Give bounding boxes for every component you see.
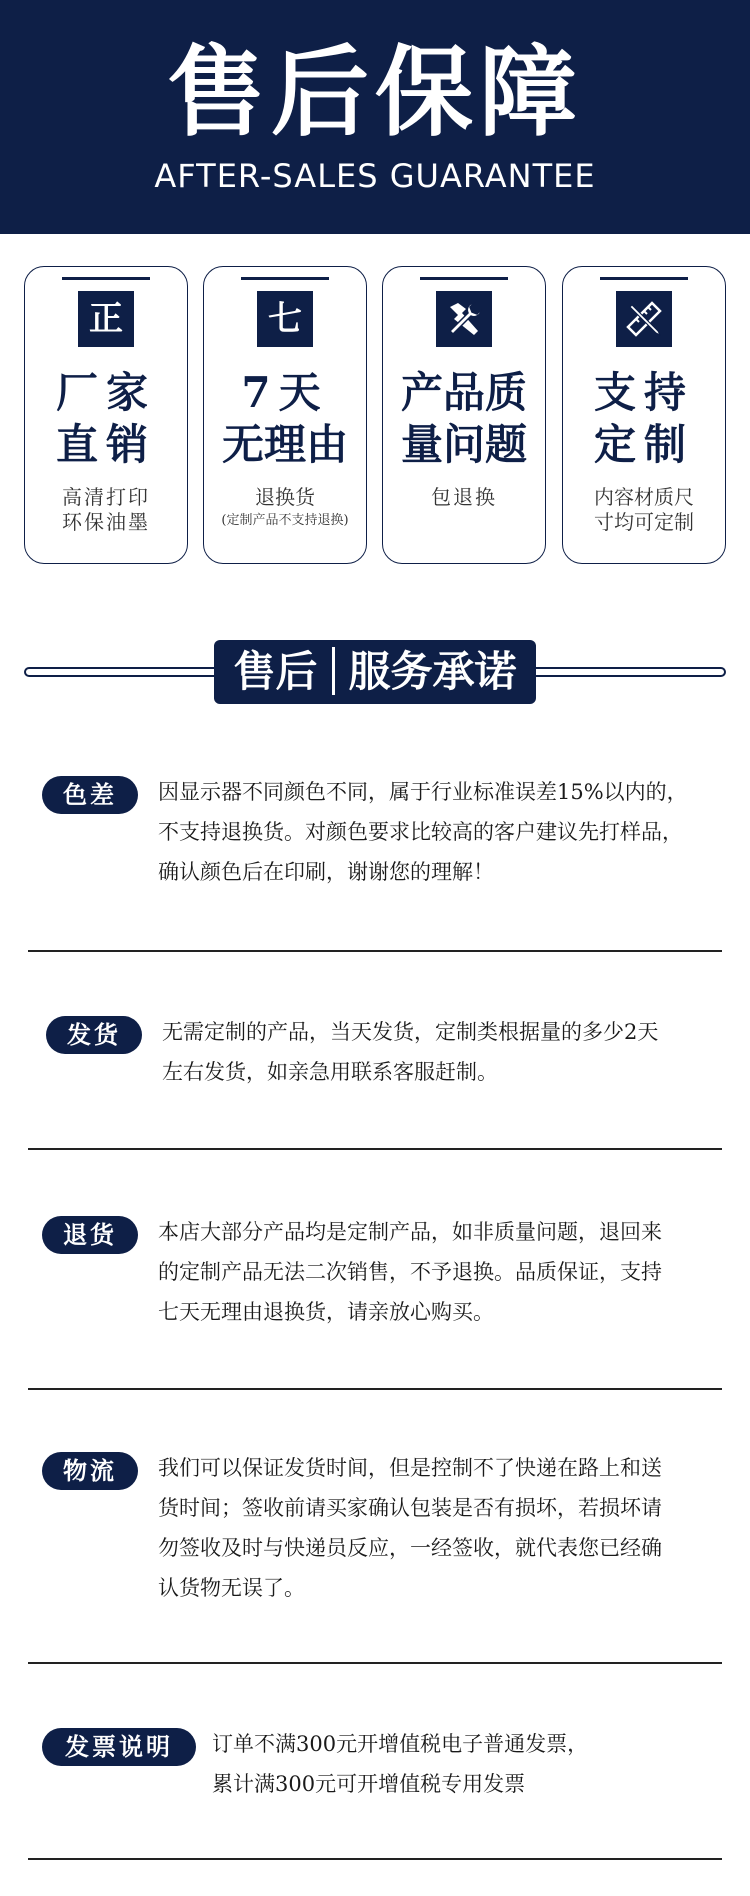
policy-text-line: 累计满300元可开增值税专用发票 (212, 1772, 526, 1796)
section-title-box (214, 640, 536, 704)
card-top-bar (420, 277, 508, 280)
card-heading (204, 367, 366, 471)
card-description (204, 485, 366, 532)
policy-label: 退货 (42, 1216, 138, 1254)
policy-text-line: 订单不满300元开增值税电子普通发票， (212, 1732, 589, 1756)
card-heading (383, 367, 545, 471)
zheng-character-icon: 正 (78, 291, 134, 347)
policy-text-line: 勿签收及时与快递员反应，一经签收，就代表您已经确 (158, 1536, 662, 1560)
card-description (383, 485, 545, 510)
card-top-bar (241, 277, 329, 280)
card-heading-line: 7天 (241, 368, 329, 417)
card-heading-line: 支持 (593, 368, 694, 417)
divider (28, 1662, 722, 1664)
card-description-line: 环保油墨 (62, 510, 150, 534)
card-note: (定制产品不支持退换) (221, 513, 349, 528)
divider (28, 1858, 722, 1860)
pencil-ruler-icon (616, 291, 672, 347)
feature-card-seven-day-return (203, 266, 367, 564)
policy-label: 色差 (42, 776, 138, 814)
card-heading-line: 量问题 (400, 420, 527, 469)
card-heading-line: 产品质 (400, 368, 527, 417)
policy-text-line: 的定制产品无法二次销售，不予退换。品质保证，支持 (158, 1260, 662, 1284)
policy-text-line: 确认颜色后在印刷，谢谢您的理解！ (158, 860, 494, 884)
policy-text-line: 不支持退换货。对颜色要求比较高的客户建议先打样品， (158, 820, 683, 844)
card-heading (25, 367, 187, 471)
card-description (25, 485, 187, 535)
card-top-bar (600, 277, 688, 280)
policy-text-line: 七天无理由退换货，请亲放心购买。 (158, 1300, 494, 1324)
card-heading-line: 厂家 (55, 368, 156, 417)
policy-text (212, 1724, 588, 1804)
section-title-right: 服务承诺 (348, 647, 517, 696)
card-heading-line: 直销 (55, 420, 156, 469)
policy-text (158, 1212, 662, 1332)
policy-text-line: 左右发货，如亲急用联系客服赶制。 (162, 1060, 498, 1084)
tools-icon (436, 291, 492, 347)
header-banner (0, 0, 750, 234)
section-title-separator (332, 647, 335, 695)
feature-card-direct-sale (24, 266, 188, 564)
policy-label: 物流 (42, 1452, 138, 1490)
section-title-left: 售后 (233, 647, 318, 696)
policy-text-line: 我们可以保证发货时间，但是控制不了快递在路上和送 (158, 1456, 662, 1480)
policy-text (162, 1012, 658, 1092)
card-description-line: 高清打印 (62, 485, 150, 509)
policy-text (158, 772, 688, 892)
policy-text-line: 无需定制的产品，当天发货，定制类根据量的多少2天 (162, 1020, 659, 1044)
divider (28, 950, 722, 952)
page-subtitle: AFTER-SALES GUARANTEE (154, 157, 596, 195)
card-heading-line: 无理由 (221, 420, 348, 469)
card-description-line: 退换货 (255, 485, 315, 509)
policy-text-line: 认货物无误了。 (158, 1576, 305, 1600)
card-description-line: 包退换 (431, 485, 497, 509)
qi-character-icon: 七 (257, 291, 313, 347)
section-title (24, 640, 726, 704)
feature-card-quality-issue (382, 266, 546, 564)
card-heading-line: 定制 (593, 420, 694, 469)
feature-cards (24, 266, 726, 566)
card-description-line: 寸均可定制 (594, 510, 694, 534)
card-description-line: 内容材质尺 (594, 485, 694, 509)
policy-text-line: 因显示器不同颜色不同，属于行业标准误差15%以内的， (158, 780, 688, 804)
policy-text-line: 本店大部分产品均是定制产品，如非质量问题，退回来 (158, 1220, 662, 1244)
card-heading (563, 367, 725, 471)
divider (28, 1388, 722, 1390)
card-description (563, 485, 725, 535)
page-title: 售后保障 (166, 36, 583, 150)
policy-label: 发货 (46, 1016, 142, 1054)
divider (28, 1148, 722, 1150)
policy-label: 发票说明 (42, 1728, 196, 1766)
policy-text-line: 货时间；签收前请买家确认包装是否有损坏，若损坏请 (158, 1496, 662, 1520)
feature-card-customization (562, 266, 726, 564)
policy-text (158, 1448, 662, 1608)
card-top-bar (62, 277, 150, 280)
